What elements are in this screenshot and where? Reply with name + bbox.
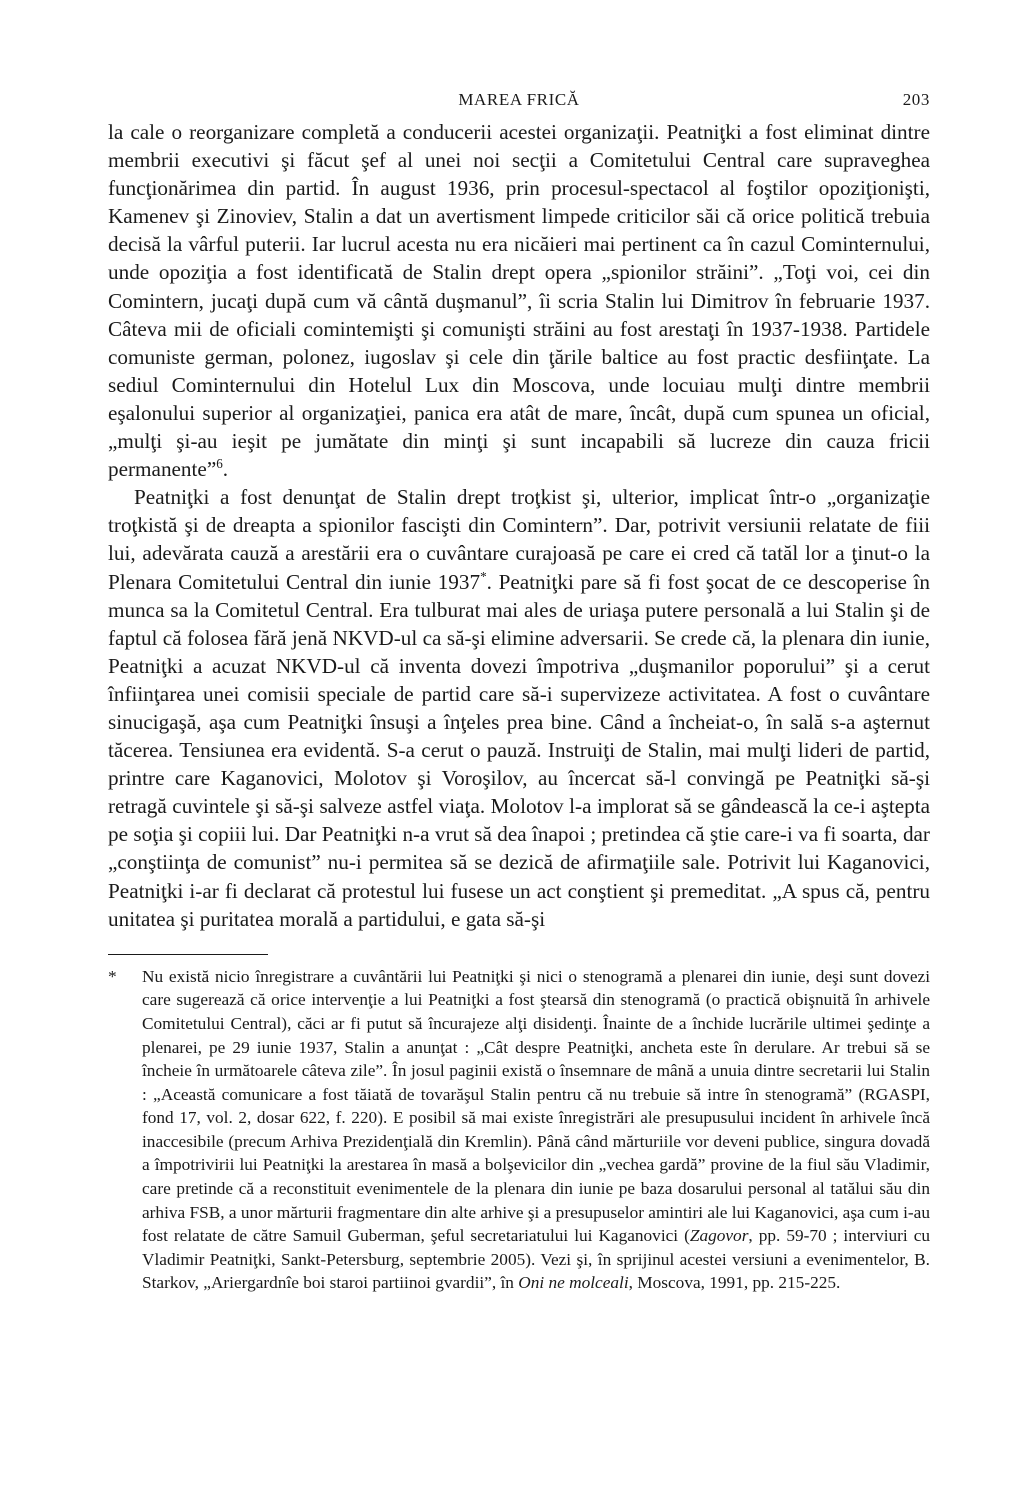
page-number: 203 xyxy=(902,90,930,109)
main-text xyxy=(108,118,930,933)
footnote-marker: * xyxy=(108,966,117,986)
footnote-text-c: , Moscova, 1991, pp. 215-225. xyxy=(628,1273,841,1293)
paragraph-1-text: la cale o reorganizare completă a conducerii acestei organizaţii. Peatniţki a fost eliminat dintre membrii executivi şi făcut şef al unei noi secţii a Comitetului Central care supraveghea funcţionărimea din partid. În august 1936, prin procesul-spectacol al foştilor opoziţionişti, Kamenev şi Zinoviev, Stalin a dat un avertisment limpede criticilor săi că orice politică trebuia decisă la vârful puterii. Iar lucrul acesta nu era nicăieri mai pertinent ca în cazul Cominternului, unde opoziţia a fost identificată de Stalin drept opera „spionilor străini”. „Toţi voi, cei din Comintern, jucaţi după cum vă cântă duşmanul”, îi scria Stalin lui Dimitrov în februarie 1937. Câteva mii de oficiali comintemişti şi comunişti străini au fost arestaţi în 1937-1938. Partidele comuniste german, polonez, iugoslav şi cele din ţările baltice au fost practic desfiinţate. La sediul Cominternului din Hotelul Lux din Moscova, unde locuiau mulţi dintre membrii eşalonului superior al organizaţiei, panica era atât de mare, încât, după cum spunea un oficial, „mulţi şi-au ieşit pe jumătate din minţi şi sunt incapabili să lucreze din cauza fricii permanente” xyxy=(108,120,930,482)
footnote xyxy=(108,965,930,1295)
footnote-reference-asterisk: * xyxy=(480,568,487,584)
footnote-text-a: Nu există nicio înregistrare a cuvântării lui Peatniţki şi nici o stenogramă a plenarei din iunie, deşi sunt dovezi care sugerează că orice intervenţie a lui Peatniţki a fost ştearsă din stenogramă (o practică obişnuită în arhivele Comitetului Central), căci ar fi putut să încurajeze alţi disidenţi. Înainte de a închide lucrările ultimei şedinţe a plenarei, pe 29 iunie 1937, Stalin a anunţat : „Cât despre Peatniţki, ancheta este în derulare. Ar trebui să se încheie în următoarele câteva zile”. În josul paginii există o însemnare de mână a unuia dintre secretarii lui Stalin : „Această comunicare a fost tăiată de tovarăşul Stalin pentru că nu trebuie să intre în stenogramă” (RGASPI, fond 17, vol. 2, dosar 622, f. 220). E posibil să mai existe înregistrări ale presupusului incident în arhivele încă inaccesibile (precum Arhiva Prezidenţială din Kremlin). Până când mărturiile vor deveni publice, singura dovadă a împotrivirii lui Peatniţki la arestarea în masă a bolşevicilor din „vechea gardă” provine de la fiul său Vladimir, care pretinde că a reconstituit evenimentele de la plenara din iunie pe baza dosarului personal al tatălui său din arhiva FSB, a unor mărturii fragmentare din alte arhive şi a presupuselor amintiri ale lui Kaganovici, aşa cum i-au fost relatate de către Samuil Guberman, şeful secretariatului lui Kaganovici ( xyxy=(142,966,930,1246)
endnote-reference-6: 6 xyxy=(216,456,223,472)
paragraph-2 xyxy=(108,483,930,933)
footnote-divider xyxy=(108,954,268,955)
running-title: MAREA FRICĂ xyxy=(458,90,580,109)
footnote-title-zagovor: Zagovor xyxy=(689,1226,749,1246)
paragraph-2-text-b: . Peatniţki pare să fi fost şocat de ce descoperise în munca sa la Comitetul Central. Era tulburat mai ales de uriaşa putere personală a lui Stalin şi de faptul că folosea fără jenă NKVD-ul ca să-şi elimine adversarii. Se crede că, la plenara din iunie, Peatniţki a acuzat NKVD-ul că inventa dovezi împotriva „duşmanilor poporului” şi a cerut înfiinţarea unei comisii speciale de partid care să-i supervizeze activitatea. A fost o cuvântare sinucigaşă, aşa cum Peatniţki însuşi a înţeles prea bine. Când a încheiat-o, în sală s-a aşternut tăcerea. Tensiunea era evidentă. S-a cerut o pauză. Instruiţi de Stalin, mai mulţi lideri de partid, printre care Kaganovici, Molotov şi Voroşilov, au încercat să-l convingă pe Peatniţki să-şi retragă cuvintele şi să-şi salveze astfel viaţa. Molotov l-a implorat să se gândească la ce-i aştepta pe soţia şi copiii lui. Dar Peatniţki n-a vrut să dea înapoi ; pretindea că ştie care-i va fi soarta, dar „conştiinţa de comunist” nu-i permitea să se dezică de afirmaţiile sale. Potrivit lui Kaganovici, Peatniţki i-ar fi declarat că protestul lui fusese un act conştient şi premeditat. „A spus că, pentru unitatea şi puritatea morală a partidului, e gata să-şi xyxy=(108,569,930,931)
footnote-text-b: , pp. 59-70 ; interviuri cu Vladimir Peatniţki, Sankt-Petersburg, septembrie 2005). Vezi şi, în sprijinul acestei versiuni a evenimentelor, B. Starkov, „Ariergardnîe boi staroi partiinoi gvardii”, în xyxy=(142,1226,931,1293)
running-header xyxy=(108,88,930,118)
paragraph-2-text-a: Peatniţki a fost denunţat de Stalin drept troţkist şi, ulterior, implicat într-o „organizaţie troţkistă şi de dreapta a spionilor fascişti din Comintern”. Dar, potrivit versiunii relatate de fiii lui, adevărata cauză a arestării era o cuvântare curajoasă pe care ei cred că tatăl lor a ţinut-o la Plenara Comitetului Central din iunie 1937 xyxy=(108,485,930,594)
footnote-title-oni-ne-molceali: Oni ne molceali xyxy=(518,1273,629,1293)
book-page xyxy=(108,88,930,1295)
paragraph-1 xyxy=(108,118,930,483)
paragraph-1-end: . xyxy=(222,457,229,482)
